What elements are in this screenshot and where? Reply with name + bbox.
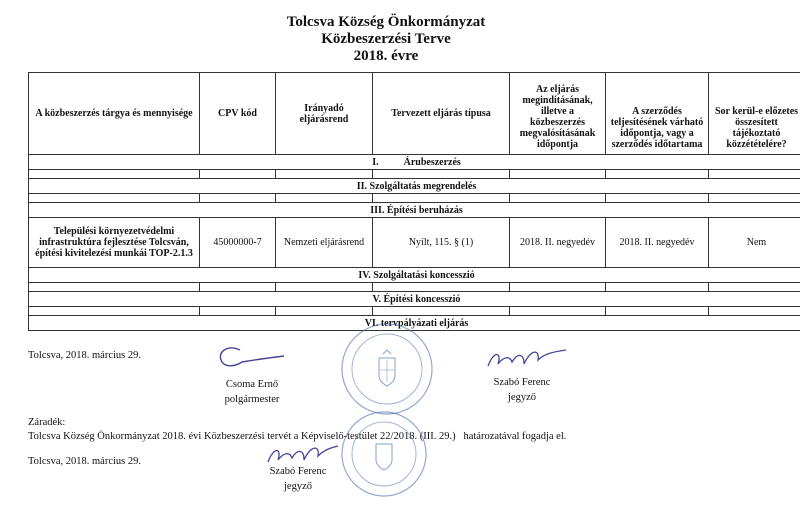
notary-title-2: jegyző xyxy=(284,481,312,492)
place-date-2: Tolcsva, 2018. március 29. xyxy=(28,456,141,467)
official-stamp-2 xyxy=(338,408,430,500)
section-label-5: V. Építési koncesszió xyxy=(29,292,800,307)
section-row xyxy=(29,268,800,283)
mayor-signature xyxy=(210,342,290,372)
cell-rule: Nemzeti eljárásrend xyxy=(276,218,373,268)
col-header-subject: A közbeszerzés tárgya és mennyisége xyxy=(29,73,200,155)
blank-row xyxy=(29,307,800,316)
notary-name: Szabó Ferenc xyxy=(493,377,551,388)
section-row xyxy=(29,203,800,218)
section-row xyxy=(29,292,800,307)
blank-row xyxy=(29,170,800,179)
title-line-3: 2018. évre xyxy=(353,48,419,64)
col-header-completion: A szerződés teljesítésének várható időpontja, vagy a szerződés időtartama xyxy=(606,73,709,155)
page-title xyxy=(0,14,772,65)
section-row xyxy=(29,179,800,194)
cell-start: 2018. II. negyedév xyxy=(510,218,606,268)
section-label-2: II. Szolgáltatás megrendelés xyxy=(29,179,800,194)
section-row xyxy=(29,155,800,170)
cell-subject: Települési környezetvédelmi infrastruktúra fejlesztése Tolcsván, építési kivitelezési munkái TOP-2.1.3 xyxy=(29,218,200,268)
notary-block-2 xyxy=(246,464,350,494)
procurement-plan-table xyxy=(28,72,800,331)
col-header-rule: Irányadó eljárásrend xyxy=(276,73,373,155)
blank-row xyxy=(29,194,800,203)
section-label-4: IV. Szolgáltatási koncesszió xyxy=(29,268,800,283)
table-header-row xyxy=(29,73,800,155)
cell-prior-notice: Nem xyxy=(709,218,800,268)
col-header-prior-notice: Sor kerül-e előzetes összesített tájékoztató közzétételére? xyxy=(709,73,800,155)
mayor-block xyxy=(178,377,326,407)
notary-block xyxy=(448,375,596,405)
cell-completion: 2018. II. negyedév xyxy=(606,218,709,268)
notary-title: jegyző xyxy=(508,392,536,403)
title-line-2: Közbeszerzési Terve xyxy=(321,31,451,47)
official-stamp xyxy=(338,320,436,418)
cell-type: Nyílt, 115. § (1) xyxy=(373,218,510,268)
section-label-3: III. Építési beruházás xyxy=(29,203,800,218)
place-date-1: Tolcsva, 2018. március 29. xyxy=(28,350,141,361)
mayor-title: polgármester xyxy=(224,394,280,405)
col-header-type: Tervezett eljárás típusa xyxy=(373,73,510,155)
section-label-1: I. Árubeszerzés xyxy=(29,155,800,170)
clause-text: Tolcsva Község Önkormányzat 2018. évi Közbeszerzési tervét a Képviselő-testület 22/2018. (III. 29.) határozatával fogadja el. xyxy=(28,431,567,442)
notary-signature xyxy=(480,344,572,374)
cell-cpv: 45000000-7 xyxy=(200,218,276,268)
title-line-1: Tolcsva Község Önkormányzat xyxy=(286,14,486,30)
col-header-start: Az eljárás megindításának, illetve a közbeszerzés megvalósításának időpontja xyxy=(510,73,606,155)
clause-label: Záradék: xyxy=(28,417,66,428)
col-header-cpv: CPV kód xyxy=(200,73,276,155)
table-row xyxy=(29,218,800,268)
blank-row xyxy=(29,283,800,292)
notary-name-2: Szabó Ferenc xyxy=(269,466,327,477)
mayor-name: Csoma Ernő xyxy=(225,379,279,390)
section-label-6: VI. tervpályázati eljárás xyxy=(29,316,800,331)
